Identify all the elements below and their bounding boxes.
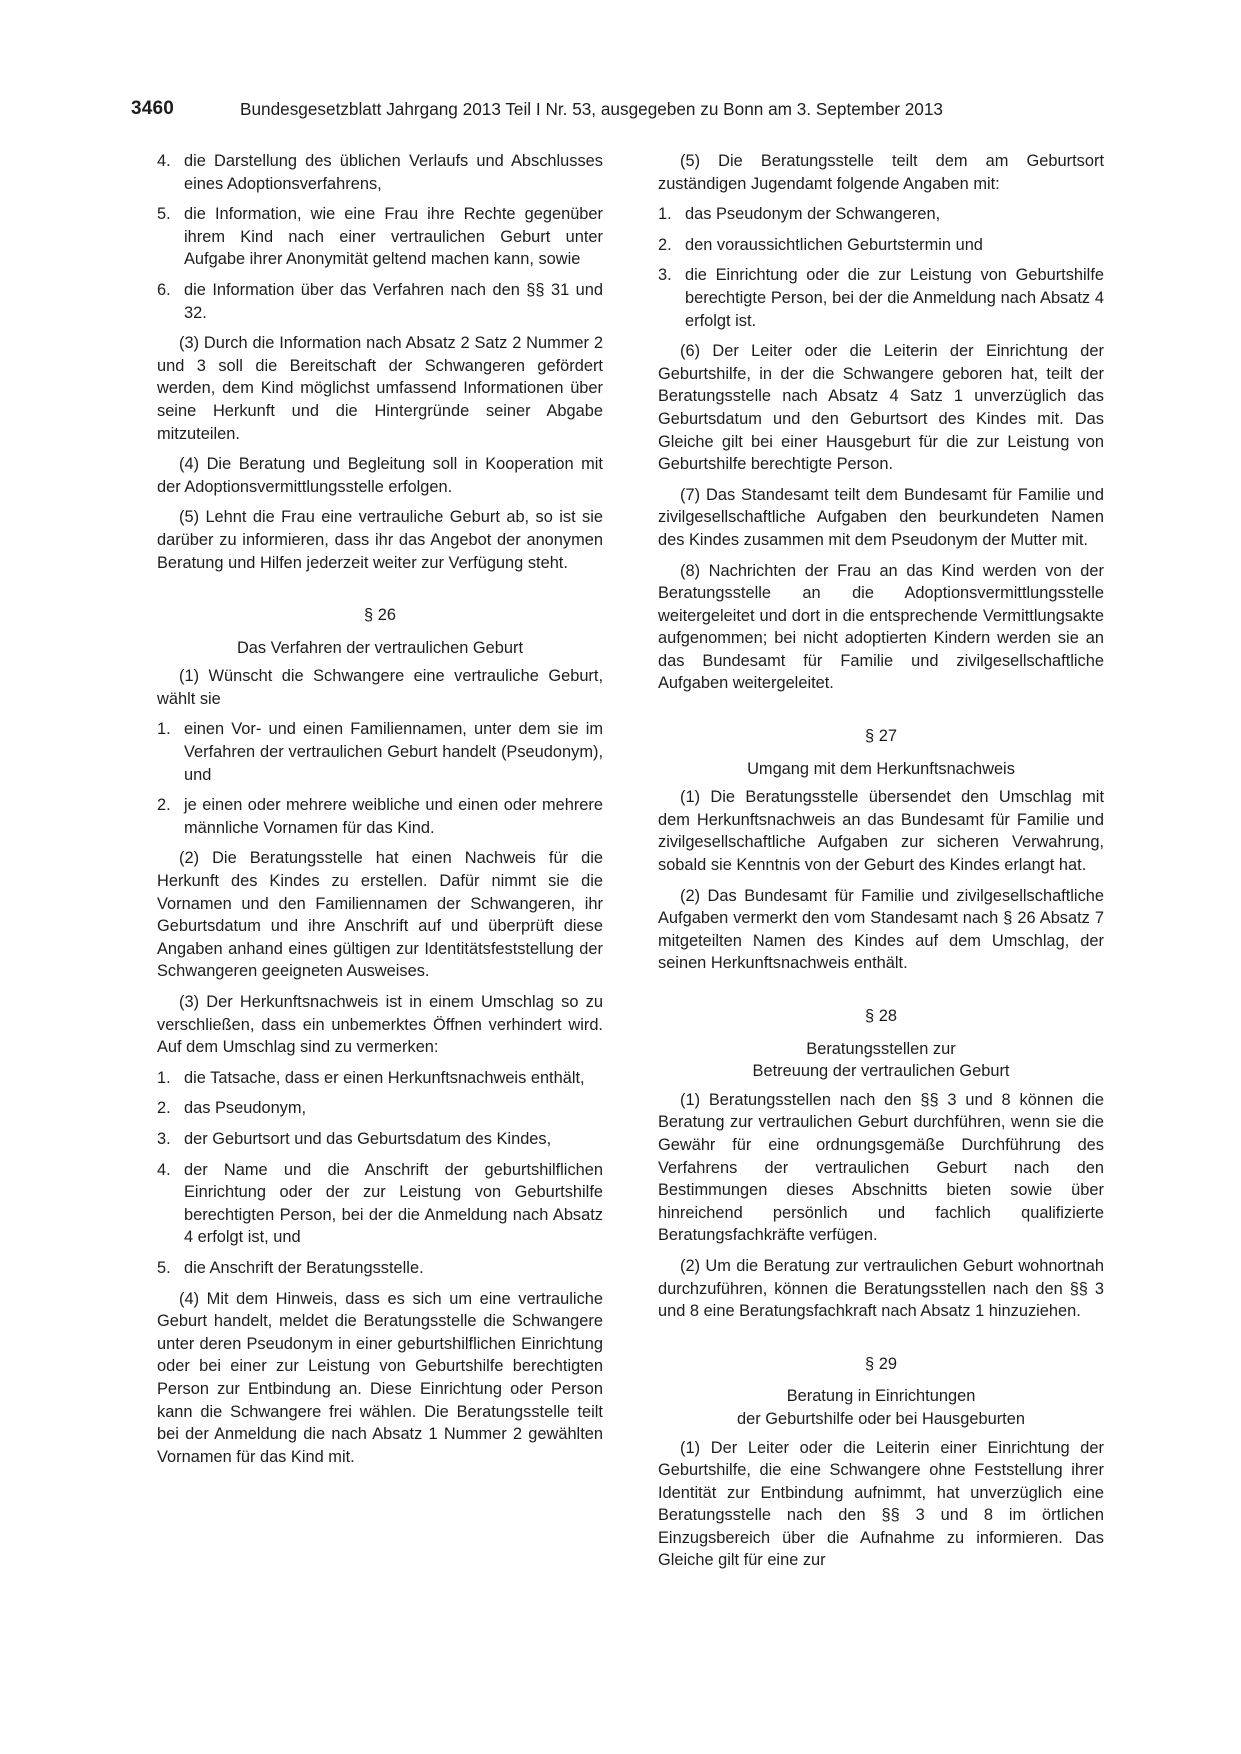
section-title: [658, 1385, 1104, 1430]
paragraph: (6) Der Leiter oder die Leiterin der Einrichtung der Geburtshilfe, in der die Schwangere geboren hat, teilt der Beratungsstelle nach Absatz 4 Satz 1 unverzüglich das Geburtsdatum und den Geburtsort des Kindes mit. Das Gleiche gilt bei einer Hausgeburt für die zur Leistung von Geburtshilfe berechtigte Person.: [658, 342, 1104, 474]
list-item: [157, 203, 603, 271]
section-title: [157, 637, 603, 660]
paragraph: (1) Der Leiter oder die Leiterin einer Einrichtung der Geburtshilfe, die eine Schwangere ohne Feststellung ihrer Identität zur Entbindung aufnimmt, hat unverzüglich eine Beratungsstelle nach den §§ 3 und 8 im örtlichen Einzugsbereich über die Aufnahme zu informieren. Das Gleiche gilt für eine zur: [658, 1438, 1104, 1570]
paragraph: (1) Die Beratungsstelle übersendet den Umschlag mit dem Herkunftsnachweis an das Bundesamt für Familie und zivilgesellschaftliche Aufgaben zur sicheren Verwahrung, sobald sie Kenntnis von der Geburt des Kindes erlangt hat.: [658, 788, 1104, 875]
list-text: der Geburtsort und das Geburtsdatum des Kindes,: [184, 1129, 552, 1148]
paragraph: (5) Lehnt die Frau eine vertrauliche Geburt ab, so ist sie darüber zu informieren, dass ihr das Angebot der anonymen Beratung und Hilfen jederzeit weiter zur Verfügung steht.: [157, 508, 603, 572]
list-number: 3.: [658, 266, 672, 285]
list-item: [157, 794, 603, 839]
section-number: § 29: [865, 1354, 897, 1373]
list-text: der Name und die Anschrift der geburtshilflichen Einrichtung oder der zur Leistung von Geburtshilfe berechtigten Person, bei der die Anmeldung nach Absatz 4 erfolgt ist, und: [184, 1160, 603, 1247]
list-number: 1.: [658, 205, 672, 224]
section-title-line: Beratungsstellen zur: [806, 1039, 956, 1058]
list-number: 4.: [157, 152, 171, 170]
list-text: die Information über das Verfahren nach den §§ 31 und 32.: [184, 280, 603, 322]
page-number: 3460: [131, 98, 175, 119]
list-number: 1.: [157, 1068, 171, 1087]
list-item: [157, 1067, 603, 1090]
left-column: [157, 150, 603, 1476]
list-item: [157, 279, 603, 324]
running-title: Bundesgesetzblatt Jahrgang 2013 Teil I Nr. 53, ausgegeben zu Bonn am 3. September 2013: [240, 99, 943, 119]
list-text: die Tatsache, dass er einen Herkunftsnachweis enthält,: [184, 1068, 585, 1087]
section-number: § 26: [364, 606, 396, 625]
list-text: die Anschrift der Beratungsstelle.: [184, 1258, 424, 1277]
paragraph: (2) Das Bundesamt für Familie und zivilgesellschaftliche Aufgaben vermerkt den vom Standesamt nach § 26 Absatz 7 mitgeteilten Namen des Kindes auf dem Umschlag, der seinen Herkunftsnachweis enthält.: [658, 886, 1104, 973]
page-header: [0, 98, 1241, 128]
list-item: [658, 264, 1104, 332]
section-title-line: Das Verfahren der vertraulichen Geburt: [236, 638, 524, 657]
paragraph: (4) Die Beratung und Begleitung soll in Kooperation mit der Adoptionsvermittlungsstelle erfolgen.: [157, 455, 603, 496]
section-title: [658, 758, 1104, 781]
list-text: das Pseudonym,: [184, 1099, 307, 1118]
list-item: [157, 718, 603, 786]
list-text: die Information, wie eine Frau ihre Rechte gegenüber ihrem Kind nach einer vertraulichen Geburt unter Aufgabe ihrer Anonymität geltend machen kann, sowie: [184, 205, 603, 269]
paragraph: (3) Der Herkunftsnachweis ist in einem Umschlag so zu verschließen, dass ein unbemerktes Öffnen verhindert wird. Auf dem Umschlag sind zu vermerken:: [157, 993, 603, 1057]
list-number: 3.: [157, 1129, 171, 1148]
list-item: [157, 1128, 603, 1151]
list-number: 2.: [157, 1099, 171, 1118]
list-number: 6.: [157, 280, 171, 299]
paragraph: (4) Mit dem Hinweis, dass es sich um eine vertrauliche Geburt handelt, meldet die Beratungsstelle die Schwangere unter deren Pseudonym in einer geburtshilflichen Einrichtung oder bei einer zur Leistung von Geburtshilfe berechtigten Person zur Entbindung an. Diese Einrichtung oder Person kann die Schwangere frei wählen. Die Beratungsstelle teilt bei der Anmeldung die nach Absatz 1 Nummer 2 gewählten Vornamen für das Kind mit.: [157, 1289, 603, 1466]
paragraph: (7) Das Standesamt teilt dem Bundesamt für Familie und zivilgesellschaftliche Aufgaben den beurkundeten Namen des Kindes zusammen mit dem Pseudonym der Mutter mit.: [658, 485, 1104, 549]
list-text: die Darstellung des üblichen Verlaufs und Abschlusses eines Adoptionsverfahrens,: [184, 152, 603, 193]
list-number: 1.: [157, 720, 171, 739]
list-number: 5.: [157, 205, 171, 224]
paragraph: (2) Um die Beratung zur vertraulichen Geburt wohnortnah durchzuführen, können die Beratungsstellen nach den §§ 3 und 8 eine Beratungsfachkraft nach Absatz 1 hinzuziehen.: [658, 1256, 1104, 1321]
paragraph: (8) Nachrichten der Frau an das Kind werden von der Beratungsstelle an die Adoptionsvermittlungsstelle weitergeleitet und dort in die entsprechende Vermittlungsakte aufgenommen; bei nicht adoptierten Kindern werden sie an das Bundesamt für Familie und zivilgesellschaftliche Aufgaben weitergeleitet.: [658, 561, 1104, 693]
section-title-line: Umgang mit dem Herkunftsnachweis: [747, 759, 1015, 778]
list-text: das Pseudonym der Schwangeren,: [685, 205, 941, 224]
list-item: [157, 150, 603, 195]
section-title-line: Betreuung der vertraulichen Geburt: [752, 1062, 1010, 1081]
list-item: [658, 234, 1104, 257]
list-item: [157, 1257, 603, 1280]
paragraph: (2) Die Beratungsstelle hat einen Nachweis für die Herkunft des Kindes zu erstellen. Dafür nimmt sie die Vornamen und den Familiennamen der Schwangeren, ihr Geburtsdatum und ihre Anschrift auf und überprüft diese Angaben anhand eines gültigen zur Identitätsfeststellung der Schwangeren geeigneten Ausweises.: [157, 849, 603, 981]
list-number: 2.: [658, 235, 672, 254]
list-number: 2.: [157, 796, 171, 815]
section-number: § 28: [865, 1007, 897, 1025]
section-title-line: Beratung in Einrichtungen: [786, 1387, 976, 1406]
list-item: [157, 1097, 603, 1120]
paragraph: (1) Beratungsstellen nach den §§ 3 und 8 können die Beratung zur vertraulichen Geburt durchführen, wenn sie die Gewähr für eine ordnungsgemäße Durchführung des Verfahrens der vertraulichen Geburt nach den Bestimmungen dieses Abschnitts bieten sowie über hinreichend persönlich und fachlich qualifizierte Beratungsfachkräfte verfügen.: [658, 1090, 1104, 1245]
right-column: [658, 150, 1104, 1580]
section-number: § 27: [865, 727, 897, 746]
list-text: einen Vor- und einen Familiennamen, unter dem sie im Verfahren der vertraulichen Geburt handelt (Pseudonym), und: [184, 720, 603, 784]
paragraph: (1) Wünscht die Schwangere eine vertrauliche Geburt, wählt sie: [157, 667, 603, 708]
section-title-line: der Geburtshilfe oder bei Hausgeburten: [737, 1409, 1025, 1428]
list-item: [157, 1159, 603, 1249]
list-number: 5.: [157, 1258, 171, 1277]
list-text: den voraussichtlichen Geburtstermin und: [685, 235, 983, 254]
paragraph: (5) Die Beratungsstelle teilt dem am Geburtsort zuständigen Jugendamt folgende Angaben mit:: [658, 152, 1104, 193]
list-text: die Einrichtung oder die zur Leistung von Geburtshilfe berechtigte Person, bei der die Anmeldung nach Absatz 4 erfolgt ist.: [685, 266, 1104, 330]
paragraph: (3) Durch die Information nach Absatz 2 Satz 2 Nummer 2 und 3 soll die Bereitschaft der Schwangeren gefördert werden, dem Kind möglichst umfassend Informationen über seine Herkunft und die Hintergründe seiner Abgabe mitzuteilen.: [157, 334, 603, 443]
list-text: je einen oder mehrere weibliche und einen oder mehrere männliche Vornamen für das Kind.: [184, 796, 603, 837]
list-item: [658, 203, 1104, 226]
section-title: [658, 1038, 1104, 1083]
list-number: 4.: [157, 1160, 171, 1179]
